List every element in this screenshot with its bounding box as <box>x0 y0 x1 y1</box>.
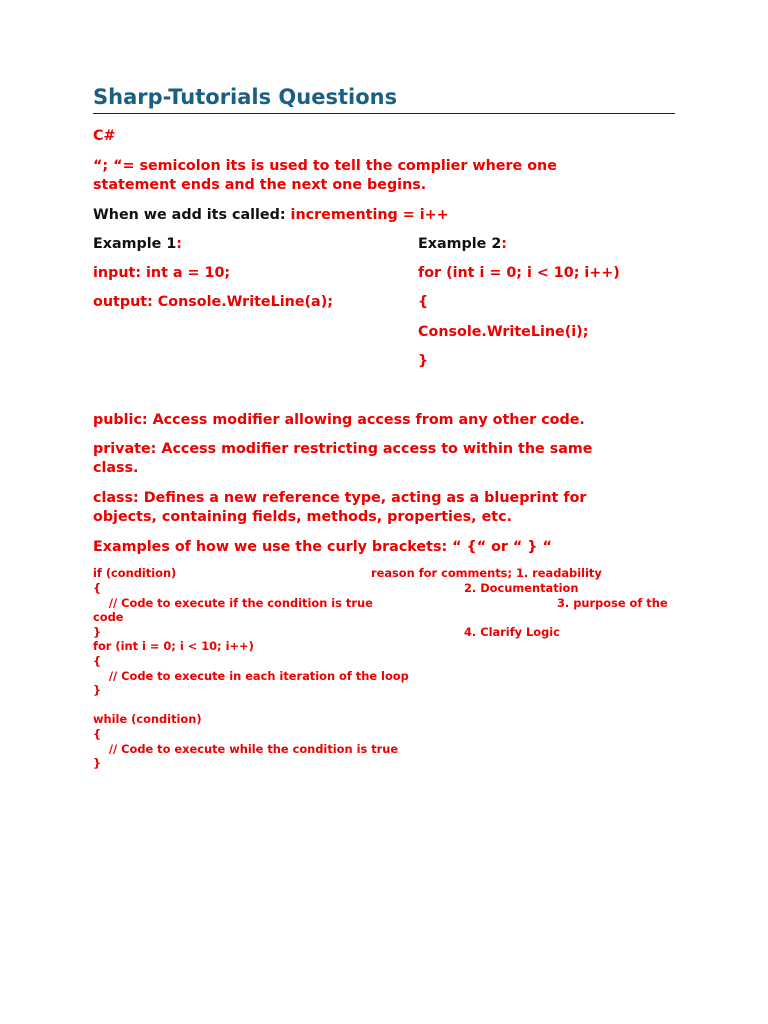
semicolon-line-1: “; “= semicolon its is used to tell the complier where one <box>93 158 557 174</box>
title-underline <box>93 113 675 114</box>
example2-colon: : <box>501 236 508 252</box>
example2-code-line: Console.WriteLine(i); <box>418 324 589 340</box>
curly-brackets-heading: Examples of how we use the curly brackets: “ {“ or “ } “ <box>93 539 552 555</box>
example2-code-line: } <box>418 353 429 369</box>
example2-code-line: for (int i = 0; i < 10; i++) <box>418 265 620 281</box>
public-definition: public: Access modifier allowing access from any other code. <box>93 412 585 428</box>
code-while-line: // Code to execute while the condition is true <box>93 742 399 756</box>
code-while-line: while (condition) <box>93 712 202 726</box>
code-while-line: { <box>93 727 102 741</box>
page-title: Sharp-Tutorials Questions <box>93 85 398 109</box>
code-for-line: for (int i = 0; i < 10; i++) <box>93 639 254 653</box>
example1-label: Example 1 <box>93 236 177 252</box>
incrementing-label: When we add its called: <box>93 207 291 223</box>
incrementing-term: incrementing = i++ <box>290 207 449 223</box>
comments-reason-line: 3. purpose of the <box>557 596 668 610</box>
example1-heading <box>93 235 182 255</box>
comments-reason-line: reason for comments; 1. readability <box>371 566 602 580</box>
code-if-line: { <box>93 581 102 595</box>
code-for-line: // Code to execute in each iteration of the loop <box>93 669 409 683</box>
private-definition-line-2: class. <box>93 460 139 476</box>
code-if-line: // Code to execute if the condition is true <box>93 596 373 610</box>
language-heading: C# <box>93 128 116 144</box>
comments-reason-line: 4. Clarify Logic <box>464 625 560 639</box>
example2-code-line: { <box>418 294 429 310</box>
code-if-line: } <box>93 625 102 639</box>
class-definition-line-1: class: Defines a new reference type, acting as a blueprint for <box>93 490 587 506</box>
incrementing-line <box>93 206 449 226</box>
example1-output: output: Console.WriteLine(a); <box>93 294 333 310</box>
code-for-line: { <box>93 654 102 668</box>
example1-colon: : <box>176 236 183 252</box>
example2-heading <box>418 235 507 255</box>
private-definition-line-1: private: Access modifier restricting access to within the same <box>93 441 593 457</box>
semicolon-line-2: statement ends and the next one begins. <box>93 177 427 193</box>
code-for-line: } <box>93 683 102 697</box>
code-while-line: } <box>93 756 102 770</box>
code-if-line: code <box>93 610 124 624</box>
code-if-line: if (condition) <box>93 566 177 580</box>
class-definition-line-2: objects, containing fields, methods, properties, etc. <box>93 509 513 525</box>
example2-label: Example 2 <box>418 236 502 252</box>
comments-reason-line: 2. Documentation <box>464 581 579 595</box>
example1-input: input: int a = 10; <box>93 265 231 281</box>
